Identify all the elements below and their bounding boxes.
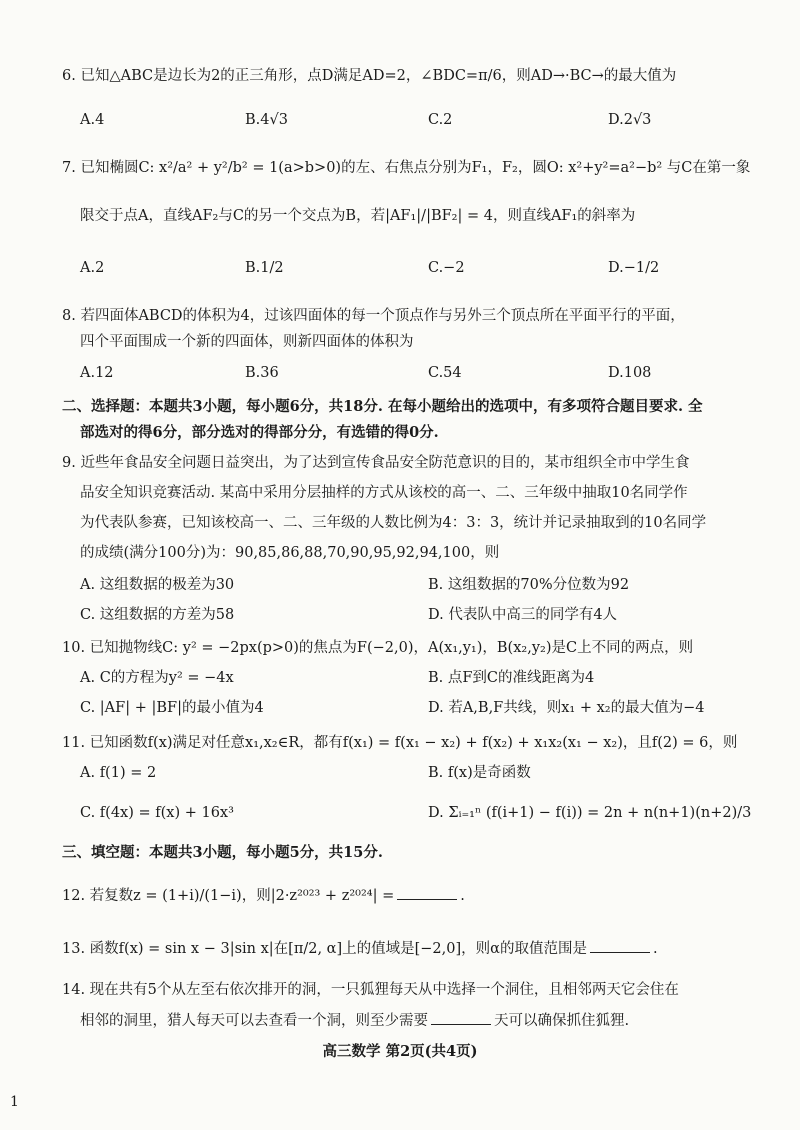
q9-option-d: D. 代表队中高三的同学有4人: [428, 607, 618, 623]
q9-stem-line3: 为代表队参赛，已知该校高一、二、三年级的人数比例为4：3：3，统计并记录抽取到的10名同学: [80, 515, 707, 531]
q13-stem: 13. 函数f(x) = sin x − 3|sin x|在[π/2, α]上的值域是[−2,0]，则α的取值范围是: [62, 941, 587, 957]
q6-option-c: C.2: [428, 112, 453, 128]
q12-stem: 12. 若复数z = (1+i)/(1−i)，则|2·z²⁰²³ + z²⁰²⁴| =: [62, 888, 395, 904]
q7-option-a: A.2: [80, 260, 105, 276]
q13-question: 13. 函数f(x) = sin x − 3|sin x|在[π/2, α]上的值域是[−2,0]，则α的取值范围是 .: [62, 938, 658, 959]
section3-heading: 三、填空题：本题共3小题，每小题5分，共15分.: [62, 844, 383, 861]
q9-stem-line1: 9. 近些年食品安全问题日益突出，为了达到宣传食品安全防范意识的目的，某市组织全市中学生食: [62, 455, 690, 471]
q11-stem: 11. 已知函数f(x)满足对任意x₁,x₂∈R，都有f(x₁) = f(x₁ − x₂) + f(x₂) + x₁x₂(x₁ − x₂)，且f(2) = 6，则: [62, 735, 738, 751]
q10-option-a: A. C的方程为y² = −4x: [80, 670, 234, 686]
q6-stem: 6. 已知△ABC是边长为2的正三角形，点D满足AD=2，∠BDC=π/6，则AD→·BC→的最大值为: [62, 68, 677, 84]
section2-heading: 二、选择题：本题共3小题，每小题6分，共18分. 在每小题给出的选项中，有多项符合题目要求. 全: [62, 398, 703, 415]
q8-stem-line1: 8. 若四面体ABCD的体积为4，过该四面体的每一个顶点作与另外三个顶点所在平面平行的平面，: [62, 308, 685, 324]
q9-stem-line2: 品安全知识竞赛活动. 某高中采用分层抽样的方式从该校的高一、二、三年级中抽取10名同学作: [80, 485, 688, 501]
q12-answer-blank[interactable]: [397, 885, 457, 900]
q9-option-a: A. 这组数据的极差为30: [80, 577, 235, 593]
q12-question: 12. 若复数z = (1+i)/(1−i)，则|2·z²⁰²³ + z²⁰²⁴| = .: [62, 885, 465, 906]
q8-option-a: A.12: [80, 365, 114, 381]
q14-stem-line2: [80, 1010, 629, 1031]
q6-option-b: B.4√3: [245, 112, 288, 128]
q14-stem-part1: 相邻的洞里，猎人每天可以去查看一个洞，则至少需要: [80, 1013, 428, 1029]
q8-option-b: B.36: [245, 365, 279, 381]
q9-stem-line4: 的成绩(满分100分)为：90,85,86,88,70,90,95,92,94,100，则: [80, 545, 500, 561]
q11-option-b: B. f(x)是奇函数: [428, 765, 531, 781]
q14-stem-part2: 天可以确保抓住狐狸.: [494, 1013, 630, 1029]
q11-option-a: A. f(1) = 2: [80, 765, 157, 781]
q7-stem-line1: 7. 已知椭圆C: x²/a² + y²/b² = 1(a>b>0)的左、右焦点分别为F₁，F₂，圆O: x²+y²=a²−b² 与C在第一象: [62, 160, 751, 176]
q11-option-d: D. Σᵢ₌₁ⁿ (f(i+1) − f(i)) = 2n + n(n+1)(n+2)/3: [428, 805, 752, 821]
q7-option-c: C.−2: [428, 260, 465, 276]
q9-option-c: C. 这组数据的方差为58: [80, 607, 235, 623]
q7-option-b: B.1/2: [245, 260, 284, 276]
q8-option-c: C.54: [428, 365, 462, 381]
q10-stem: 10. 已知抛物线C: y² = −2px(p>0)的焦点为F(−2,0)，A(x₁,y₁)，B(x₂,y₂)是C上不同的两点，则: [62, 640, 694, 656]
q9-option-b: B. 这组数据的70%分位数为92: [428, 577, 630, 593]
q10-option-b: B. 点F到C的准线距离为4: [428, 670, 595, 686]
q6-option-a: A.4: [80, 112, 105, 128]
q10-option-d: D. 若A,B,F共线，则x₁ + x₂的最大值为−4: [428, 700, 705, 716]
q8-option-d: D.108: [608, 365, 652, 381]
q8-stem-line2: 四个平面围成一个新的四面体，则新四面体的体积为: [80, 334, 414, 350]
q7-option-d: D.−1/2: [608, 260, 660, 276]
q10-option-c: C. |AF| + |BF|的最小值为4: [80, 700, 264, 716]
q14-stem-line1: 14. 现在共有5个从左至右依次排开的洞，一只狐狸每天从中选择一个洞住，且相邻两天它会住在: [62, 982, 679, 998]
q13-answer-blank[interactable]: [590, 938, 650, 953]
q14-answer-blank[interactable]: [431, 1010, 491, 1025]
section2-note: 部选对的得6分，部分选对的得部分分，有选错的得0分.: [80, 424, 439, 441]
page-mark: 1: [10, 1094, 19, 1110]
q7-stem-line2: 限交于点A，直线AF₂与C的另一个交点为B，若|AF₁|/|BF₂| = 4，则直线AF₁的斜率为: [80, 208, 636, 224]
q6-option-d: D.2√3: [608, 112, 652, 128]
page-footer: 高三数学 第2页(共4页): [322, 1043, 478, 1060]
q11-option-c: C. f(4x) = f(x) + 16x³: [80, 805, 234, 821]
